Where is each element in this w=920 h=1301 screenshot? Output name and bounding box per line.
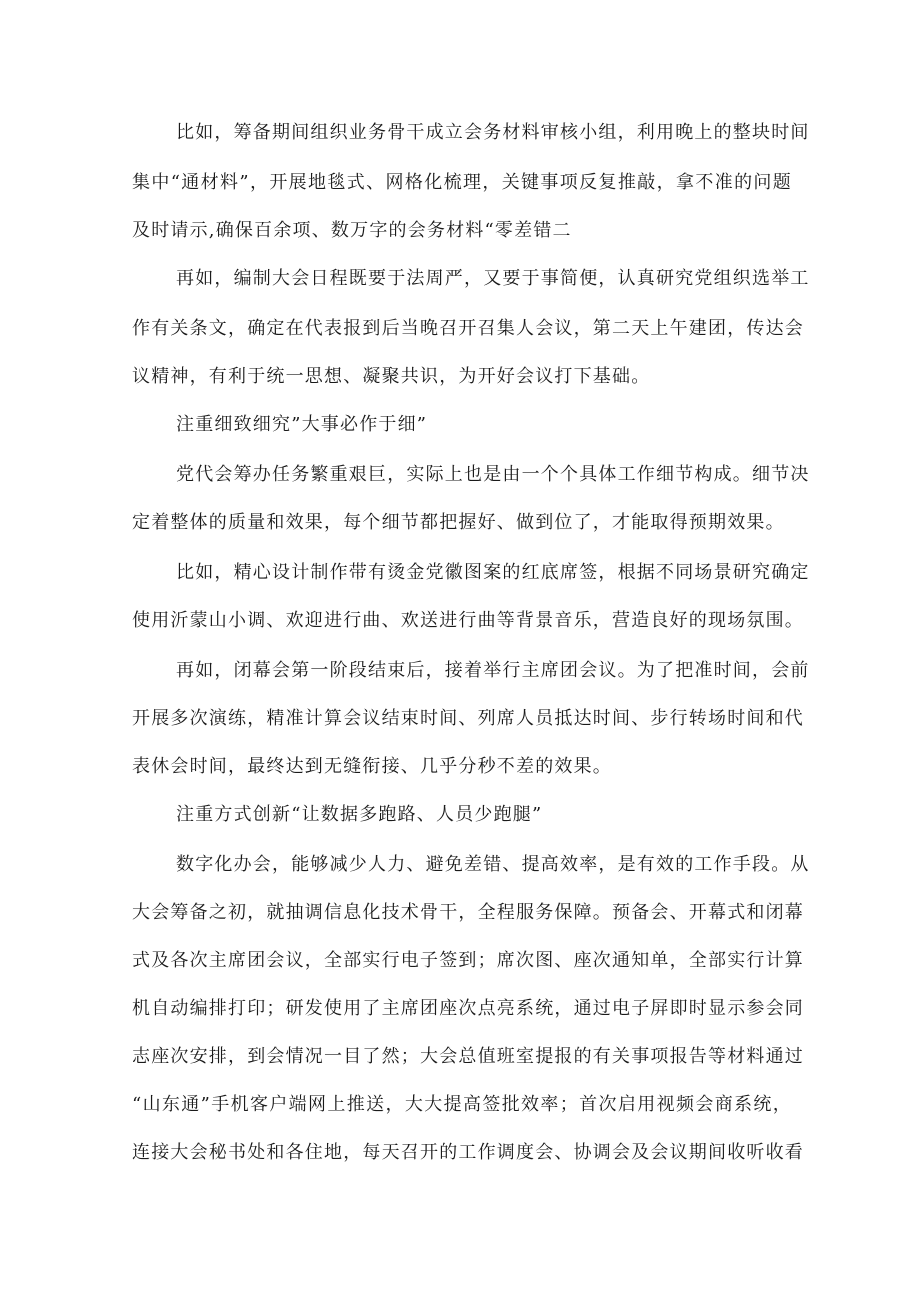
paragraph-6-line-5: 志座次安排，到会情况一目了然；大会总值班室提报的有关事项报告等材料通过 — [132, 1046, 804, 1067]
paragraph-6-line-2: 大会筹备之初，就抽调信息化技术骨干，全程服务保障。预备会、开幕式和闭幕 — [132, 902, 804, 923]
paragraph-6-line-1: 数字化办会，能够减少人力、避免差错、提高效率，是有效的工作手段。从 — [176, 854, 810, 875]
paragraph-3-line-1: 党代会筹办任务繁重艰巨，实际上也是由一个个具体工作细节构成。细节决 — [176, 464, 810, 485]
paragraph-6-line-3: 式及各次主席团会议，全部实行电子签到；席次图、座次通知单，全部实行计算 — [132, 950, 804, 971]
paragraph-1-line-3: 及时请示,确保百余项、数万字的会务材料“零差错二 — [132, 220, 572, 241]
paragraph-1-line-2: 集中“通材料”，开展地毯式、网格化梳理，关键事项反复推敲，拿不准的问题 — [132, 172, 792, 193]
paragraph-5-line-3: 表休会时间，最终达到无缝衔接、几乎分秒不差的效果。 — [132, 756, 612, 777]
paragraph-3-line-2: 定着整体的质量和效果，每个细节都把握好、做到位了，才能取得预期效果。 — [132, 512, 785, 533]
paragraph-2-line-2: 作有关条文，确定在代表报到后当晚召开召集人会议，第二天上午建团，传达会 — [132, 318, 804, 339]
paragraph-6-line-6: “山东通”手机客户端网上推送，大大提高签批效率；首次启用视频会商系统， — [132, 1094, 792, 1115]
section-heading-1: 注重细致细究”大事必作于细” — [176, 414, 428, 435]
paragraph-2-line-3: 议精神，有利于统一思想、凝聚共识，为开好会议打下基础。 — [132, 366, 651, 387]
paragraph-5-line-2: 开展多次演练，精准计算会议结束时间、列席人员抵达时间、步行转场时间和代 — [132, 708, 804, 729]
paragraph-4-line-1: 比如，精心设计制作带有烫金党徽图案的红底席签，根据不同场景研究确定 — [176, 562, 810, 583]
paragraph-5-line-1: 再如，闭幕会第一阶段结束后，接着举行主席团会议。为了把准时间，会前 — [176, 660, 810, 681]
paragraph-6-line-7: 连接大会秘书处和各住地，每天召开的工作调度会、协调会及会议期间收听收看 — [132, 1142, 804, 1163]
paragraph-6-line-4: 机自动编排打印；研发使用了主席团座次点亮系统，通过电子屏即时显示参会同 — [132, 998, 804, 1019]
paragraph-1-line-1: 比如，筹备期间组织业务骨干成立会务材料审核小组，利用晚上的整块时间 — [176, 122, 810, 143]
section-heading-2: 注重方式创新“让数据多跑路、人员少跑腿” — [176, 804, 543, 825]
paragraph-4-line-2: 使用沂蒙山小调、欢迎进行曲、欢送进行曲等背景音乐，营造良好的现场氛围。 — [132, 610, 804, 631]
paragraph-2-line-1: 再如，编制大会日程既要于法周严，又要于事简便，认真研究党组织选举工 — [176, 268, 810, 289]
